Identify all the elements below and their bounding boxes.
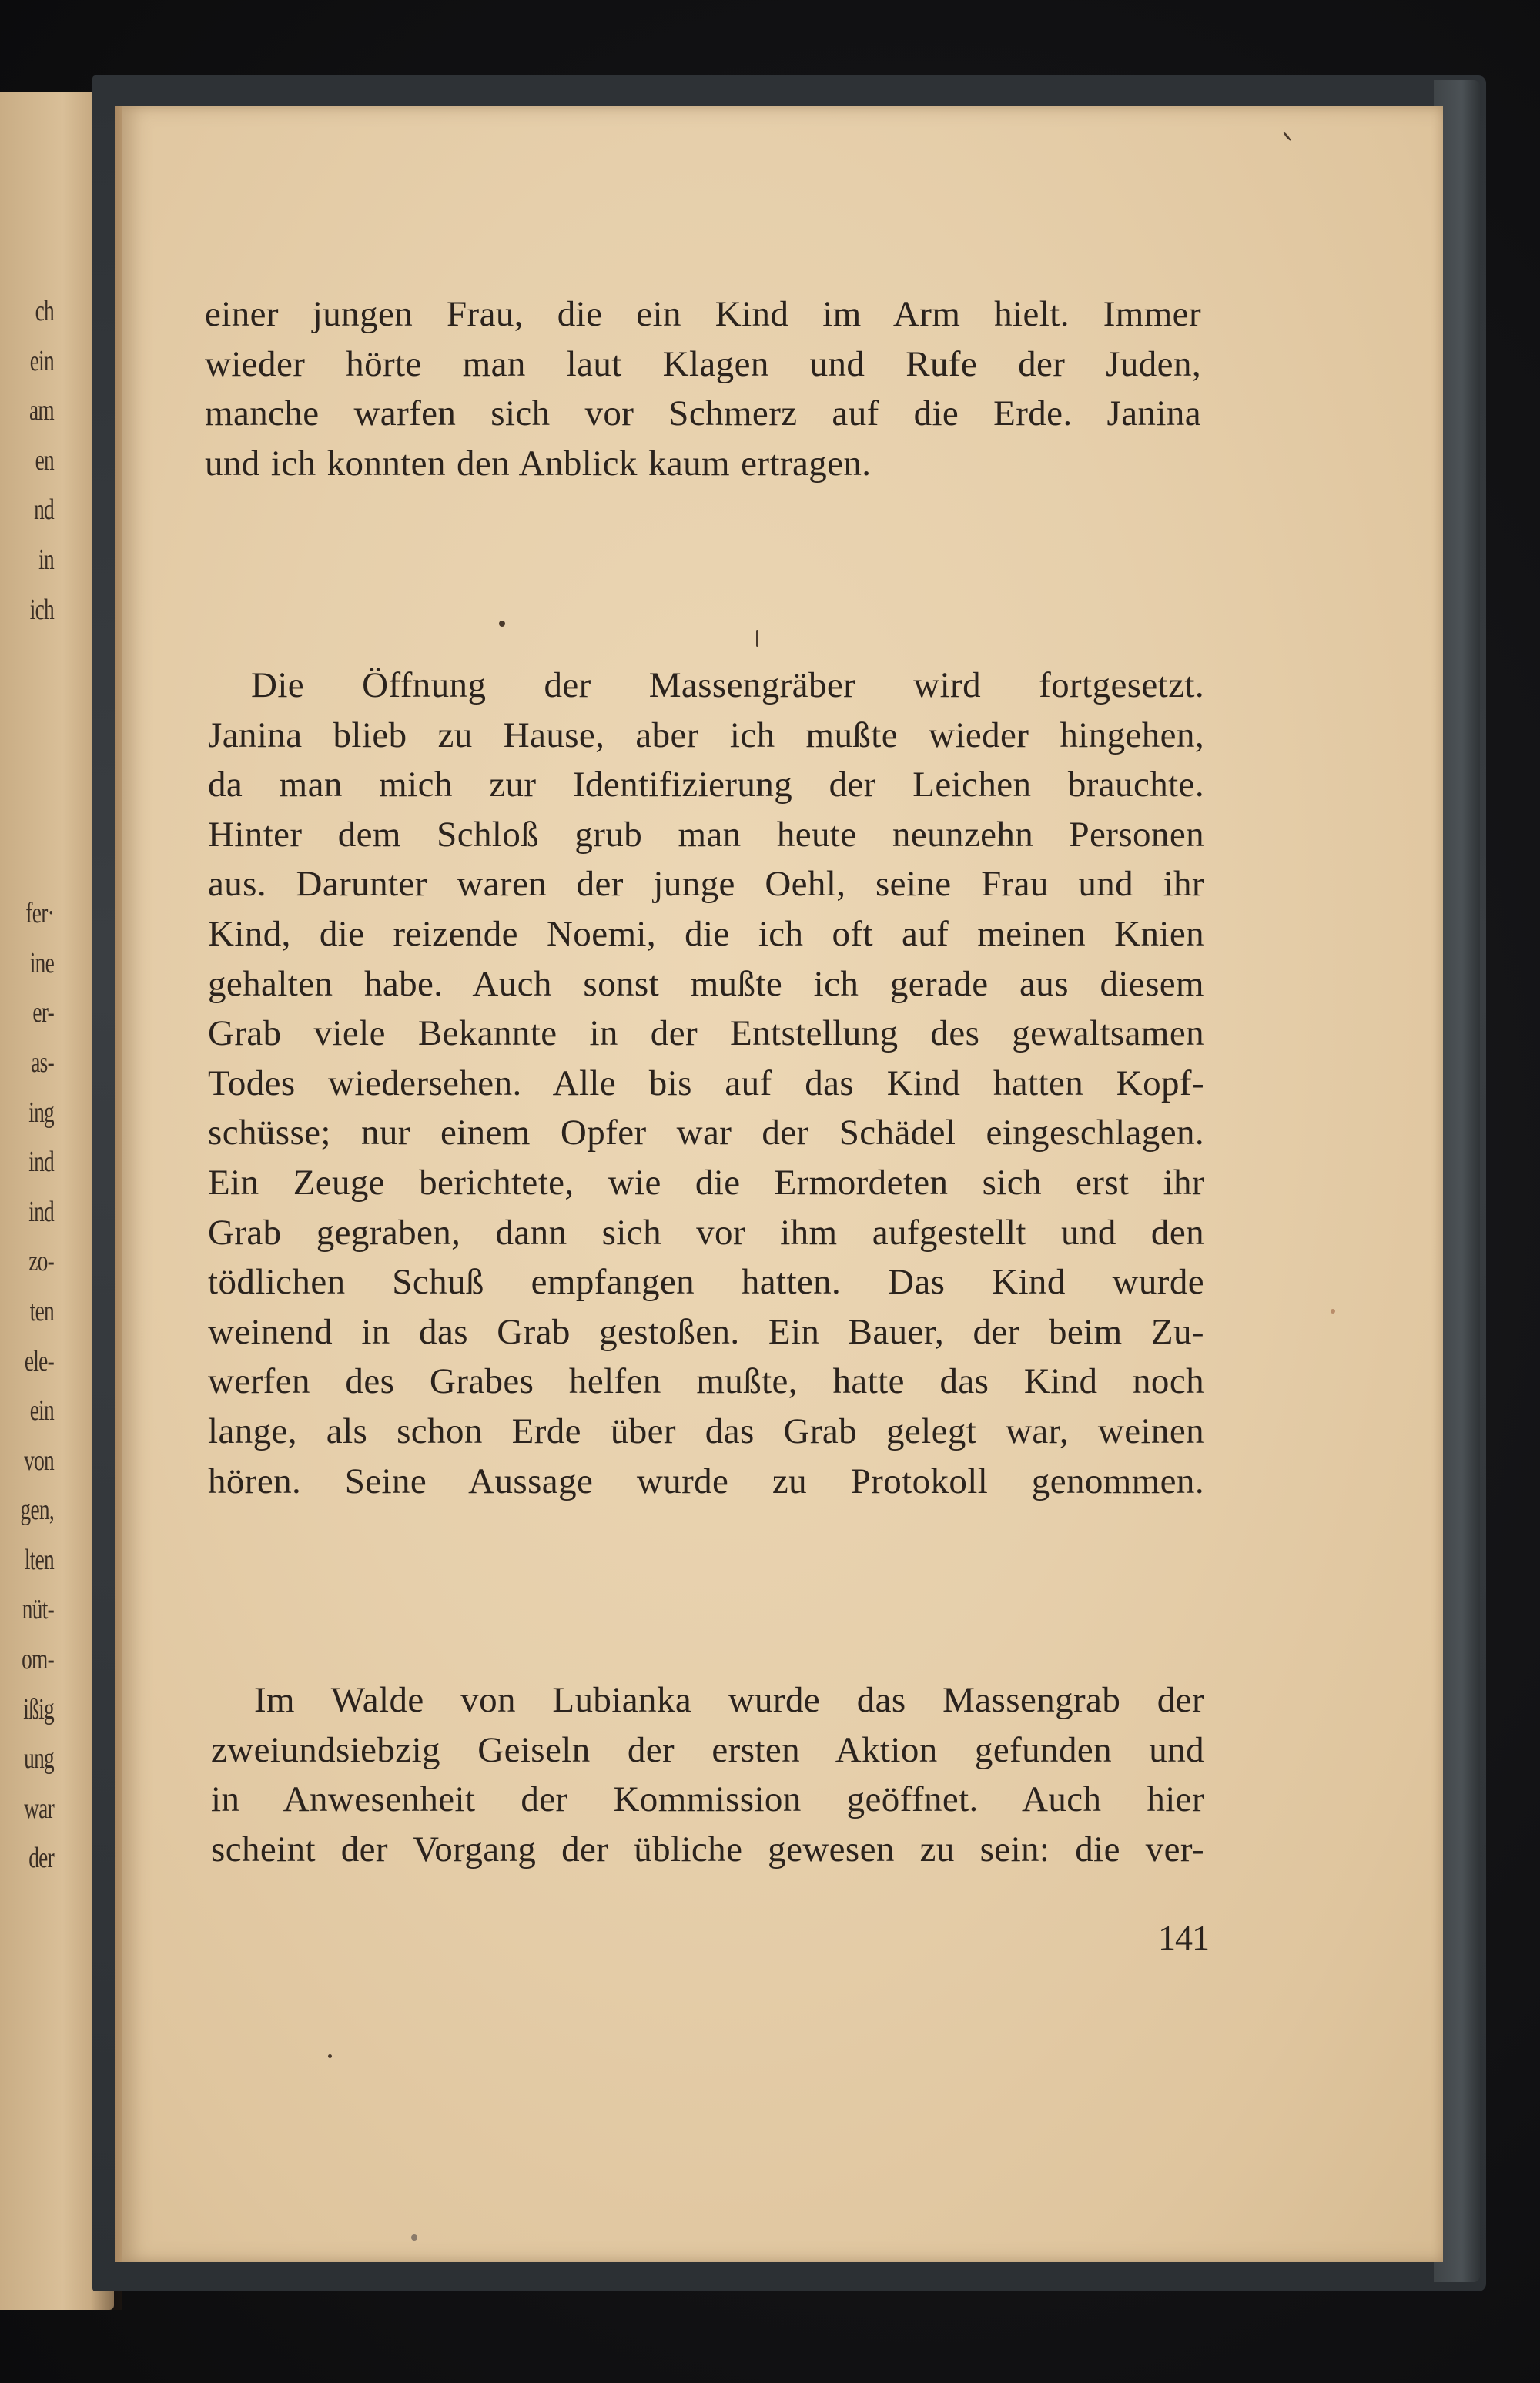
- prev-fragment: ch: [35, 295, 54, 327]
- prev-fragment: nüt-: [22, 1593, 54, 1626]
- text-line: Im Walde von Lubianka wurde das Massengrab der: [254, 1680, 1204, 1720]
- text-line: Grab gegraben, dann sich vor ihm aufgestellt und den: [208, 1212, 1204, 1253]
- prev-fragment-gap: [15, 634, 54, 889]
- prev-fragment: war: [24, 1792, 54, 1825]
- text-line: werfen des Grabes helfen mußte, hatte das Kind noch: [208, 1361, 1204, 1402]
- prev-fragment: ein: [29, 344, 54, 377]
- text-line: zweiundsiebzig Geiseln der ersten Aktion gefunden und: [211, 1729, 1204, 1770]
- text-line: aus. Darunter waren der junge Oehl, seine Frau und ihr: [208, 864, 1204, 905]
- paper-speck: [499, 621, 505, 627]
- previous-page-text-fragments: [0, 286, 54, 1883]
- paper-speck: [328, 2054, 332, 2058]
- paper-speck: [1331, 1309, 1335, 1314]
- paragraph-2: [208, 661, 1204, 1506]
- prev-fragment: ißig: [23, 1692, 54, 1725]
- prev-fragment: en: [35, 443, 54, 477]
- text-line: einer jungen Frau, die ein Kind im Arm hielt. Immer: [205, 294, 1201, 334]
- text-line: Die Öffnung der Massengräber wird fortgesetzt.: [251, 665, 1204, 705]
- text-line: wieder hörte man laut Klagen und Rufe der Juden,: [205, 343, 1201, 384]
- prev-fragment: lten: [24, 1543, 54, 1576]
- text-line: Janina blieb zu Hause, aber ich mußte wieder hingehen,: [208, 715, 1204, 755]
- prev-fragment: ind: [28, 1146, 54, 1179]
- prev-fragment: zo-: [28, 1245, 54, 1278]
- prev-fragment: fer·: [25, 897, 54, 930]
- text-line: Grab viele Bekannte in der Entstellung des gewaltsamen: [208, 1013, 1204, 1054]
- prev-fragment: ein: [29, 1394, 54, 1427]
- prev-fragment: ung: [24, 1742, 54, 1776]
- prev-fragment: von: [24, 1444, 54, 1477]
- prev-fragment: as-: [31, 1046, 54, 1079]
- text-line: schüsse; nur einem Opfer war der Schädel eingeschlagen.: [208, 1113, 1204, 1153]
- prev-fragment: er-: [32, 996, 54, 1029]
- prev-fragment: ind: [28, 1195, 54, 1228]
- text-line: weinend in das Grab gestoßen. Ein Bauer, der beim Zu-: [208, 1311, 1204, 1352]
- text-line: gehalten habe. Auch sonst mußte ich gerade aus diesem: [208, 963, 1204, 1004]
- prev-fragment: om-: [22, 1643, 55, 1676]
- text-line: da man mich zur Identifizierung der Leichen brauchte.: [208, 765, 1204, 805]
- prev-fragment: am: [29, 394, 54, 427]
- text-line: hören. Seine Aussage wurde zu Protokoll genommen.: [208, 1461, 1204, 1501]
- page-number: 141: [1158, 1918, 1209, 1957]
- prev-fragment: ine: [29, 946, 54, 979]
- prev-fragment: ing: [28, 1096, 54, 1129]
- text-line: lange, als schon Erde über das Grab gelegt war, weinen: [208, 1411, 1204, 1451]
- prev-fragment: ele-: [24, 1344, 54, 1377]
- prev-fragment: in: [38, 543, 54, 576]
- prev-fragment: ten: [29, 1294, 54, 1327]
- prev-fragment: der: [28, 1842, 54, 1875]
- prev-fragment: nd: [34, 494, 54, 527]
- paper-speck: [411, 2234, 417, 2241]
- paragraph-3: [211, 1675, 1204, 1874]
- paragraph-1: [205, 290, 1201, 488]
- prev-fragment: gen,: [20, 1494, 54, 1527]
- text-line: Ein Zeuge berichtete, wie die Ermordeten sich erst ihr: [208, 1162, 1204, 1203]
- text-line: in Anwesenheit der Kommission geöffnet. Auch hier: [211, 1779, 1204, 1820]
- paper-speck: [756, 630, 758, 647]
- text-line: Todes wiedersehen. Alle bis auf das Kind hatten Kopf-: [208, 1063, 1204, 1103]
- text-line: Hinter dem Schloß grub man heute neunzehn Personen: [208, 814, 1204, 855]
- text-line: und ich konnten den Anblick kaum ertragen.: [205, 443, 872, 484]
- text-line: scheint der Vorgang der übliche gewesen zu sein: die ver-: [211, 1829, 1204, 1869]
- text-line: manche warfen sich vor Schmerz auf die Erde. Janina: [205, 393, 1201, 434]
- text-line: tödlichen Schuß empfangen hatten. Das Kind wurde: [208, 1262, 1204, 1303]
- prev-fragment: ich: [29, 593, 54, 626]
- text-line: Kind, die reizende Noemi, die ich oft auf meinen Knien: [208, 913, 1204, 954]
